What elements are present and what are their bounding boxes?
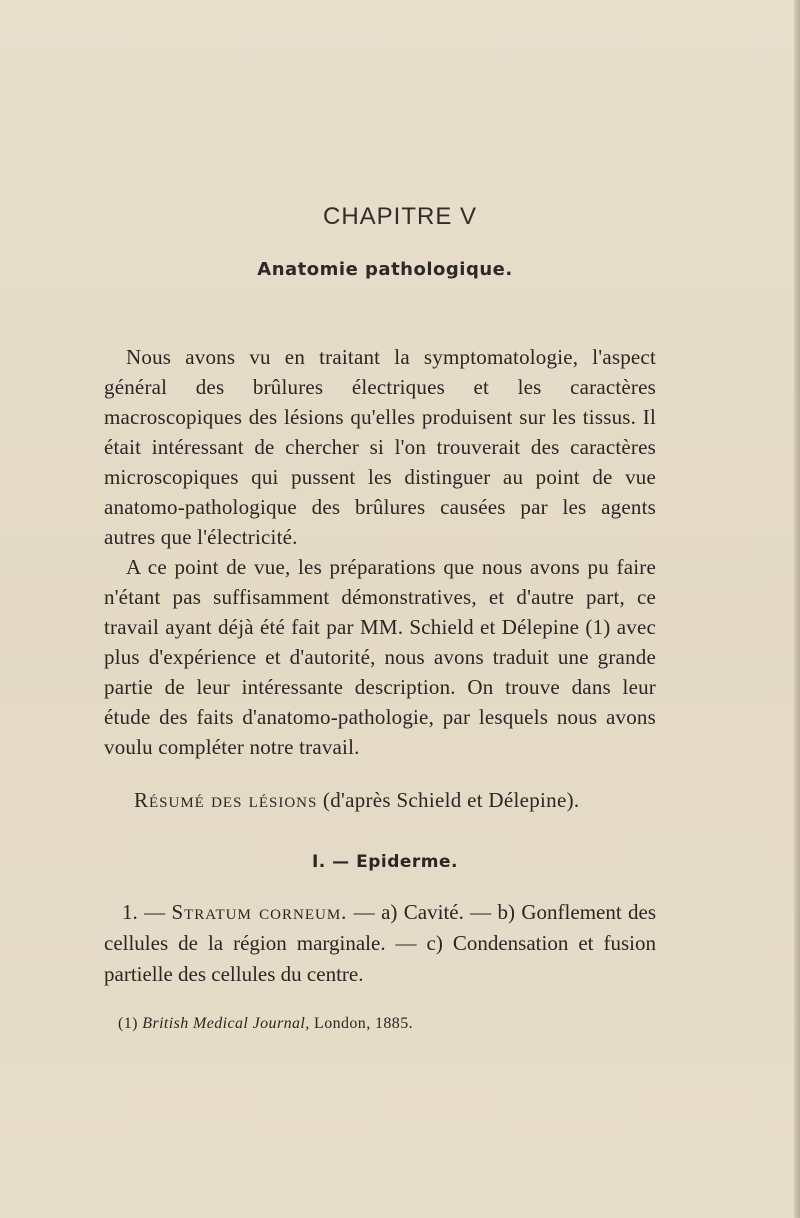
chapter-subtitle: Anatomie pathologique. <box>257 259 513 280</box>
section-title: I. — Epiderme. <box>311 852 458 872</box>
resume-label: Résumé des lésions <box>134 788 318 812</box>
item-heading: Stratum corneum. <box>171 900 348 924</box>
chapter-heading: CHAPITRE V <box>322 203 478 230</box>
footnote-journal: British Medical Journal, <box>142 1015 310 1032</box>
footnote-marker: (1) <box>118 1015 143 1032</box>
body-text <box>104 342 656 762</box>
footnote-place-date: London, 1885. <box>309 1015 413 1032</box>
page-edge <box>794 0 800 1218</box>
lesion-item <box>104 897 656 990</box>
resume-source: (d'après Schield et Délepine). <box>317 788 580 812</box>
paragraph-2: A ce point de vue, les préparations que nous avons pu faire n'étant pas suffisamment démonstratives, et d'autre part, ce travail ayant déjà été fait par MM. Schield et Délepine (1) avec plus d'expérience et d'autorité, nous avons traduit une grande partie de leur intéressante description. On trouve dans leur étude des faits d'anatomo-pathologie, par lesquels nous avons voulu compléter notre travail. <box>104 555 656 759</box>
item-description: — a) Cavité. — b) Gonflement des cellules de la région marginale. — c) Condensation et fusion partielle des cellules du centre. <box>104 900 657 986</box>
item-number: 1. — <box>122 900 172 924</box>
resume-heading <box>134 788 579 813</box>
lesion-item-text <box>104 897 656 990</box>
paragraph-1: Nous avons vu en traitant la symptomatologie, l'aspect général des brûlures électriques et les caractères macroscopiques des lésions qu'elles produisent sur les tissus. Il était intéressant de chercher si l'on trouverait des caractères microscopiques qui pussent les distinguer au point de vue anatomo-pathologique des brûlures causées par les agents autres que l'électricité. <box>104 345 656 549</box>
footnote <box>118 1015 413 1033</box>
